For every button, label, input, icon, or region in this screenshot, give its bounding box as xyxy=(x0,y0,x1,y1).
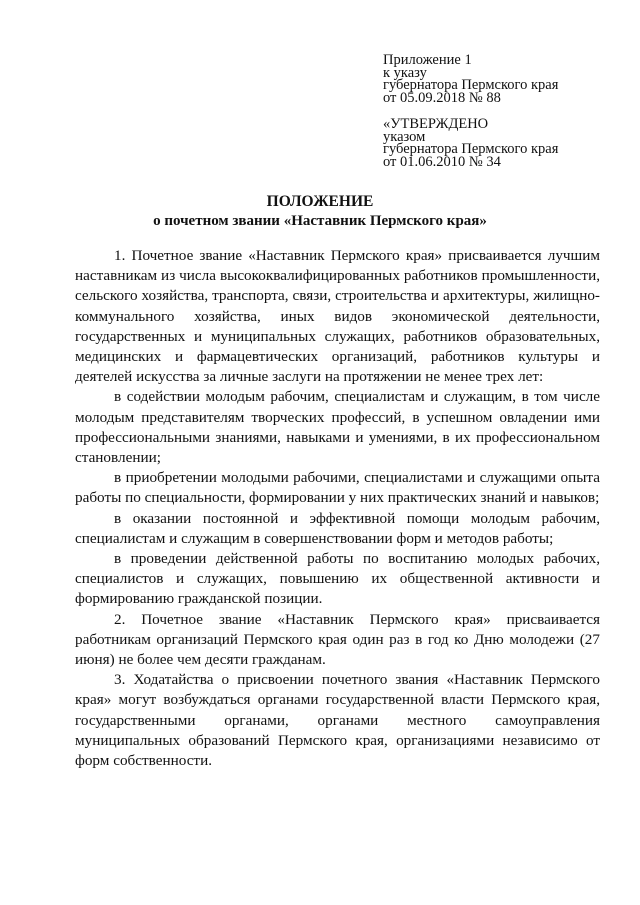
paragraph: в оказании постоянной и эффективной помощи молодым рабочим, специалистам и служащим в совершенствовании форм и методов работы; xyxy=(75,509,600,547)
appendix-line: Приложение 1 xyxy=(383,52,472,68)
paragraph: в проведении действенной работы по воспитанию молодых рабочих, специалистов и служащих, повышению их общественной активности и формированию гражданской позиции. xyxy=(75,550,600,608)
approval-stamp-text xyxy=(383,118,558,168)
appendix-header xyxy=(383,54,558,104)
document-subtitle: о почетном звании «Наставник Пермского края» xyxy=(153,213,487,229)
paragraph: в приобретении молодыми рабочими, специалистами и служащими опыта работы по специальности, формировании у них практических знаний и навыков; xyxy=(75,469,600,507)
document-title: ПОЛОЖЕНИЕ xyxy=(266,193,374,210)
approved-line: от 01.06.2010 № 34 xyxy=(383,153,501,170)
paragraph: 1. Почетное звание «Наставник Пермского края» присваивается лучшим наставникам из числа высококвалифицированных работников промышленности, сельского хозяйства, транспорта, связи, строительства и архитектуры, жилищно-коммунального хозяйства, иных видов экономической деятельности, государственных и муниципальных служащих, работников образовательных, медицинских и фармацевтических организаций, работников культуры и деятелей искусства за личные заслуги на протяжении не менее трех лет: xyxy=(75,247,600,386)
paragraph: 3. Ходатайства о присвоении почетного звания «Наставник Пермского края» могут возбуждаться органами государственной власти Пермского края, государственными органами, органами местного самоуправления муниципальных образований Пермского края, организациями независимо от форм собственности. xyxy=(75,671,600,770)
paragraph: 2. Почетное звание «Наставник Пермского края» присваивается работникам организаций Пермского края один раз в год ко Дню молодежи (27 июня) не более чем десяти гражданам. xyxy=(75,610,600,669)
approved-line: губернатора Пермского края xyxy=(383,141,559,157)
paragraph: в содействии молодым рабочим, специалистам и служащим, в том числе молодым представителям творческих профессий, в успешном овладении ими профессиональными знаниями, навыками и умениями, в их профессиональном становлении; xyxy=(75,388,600,467)
appendix-line: губернатора Пермского края xyxy=(383,77,559,93)
appendix-line: от 05.09.2018 № 88 xyxy=(383,89,501,106)
appendix-line: к указу xyxy=(383,64,427,81)
approved-line: указом xyxy=(383,128,426,145)
document-body xyxy=(75,246,600,771)
approved-line: «УТВЕРЖДЕНО xyxy=(383,116,489,132)
